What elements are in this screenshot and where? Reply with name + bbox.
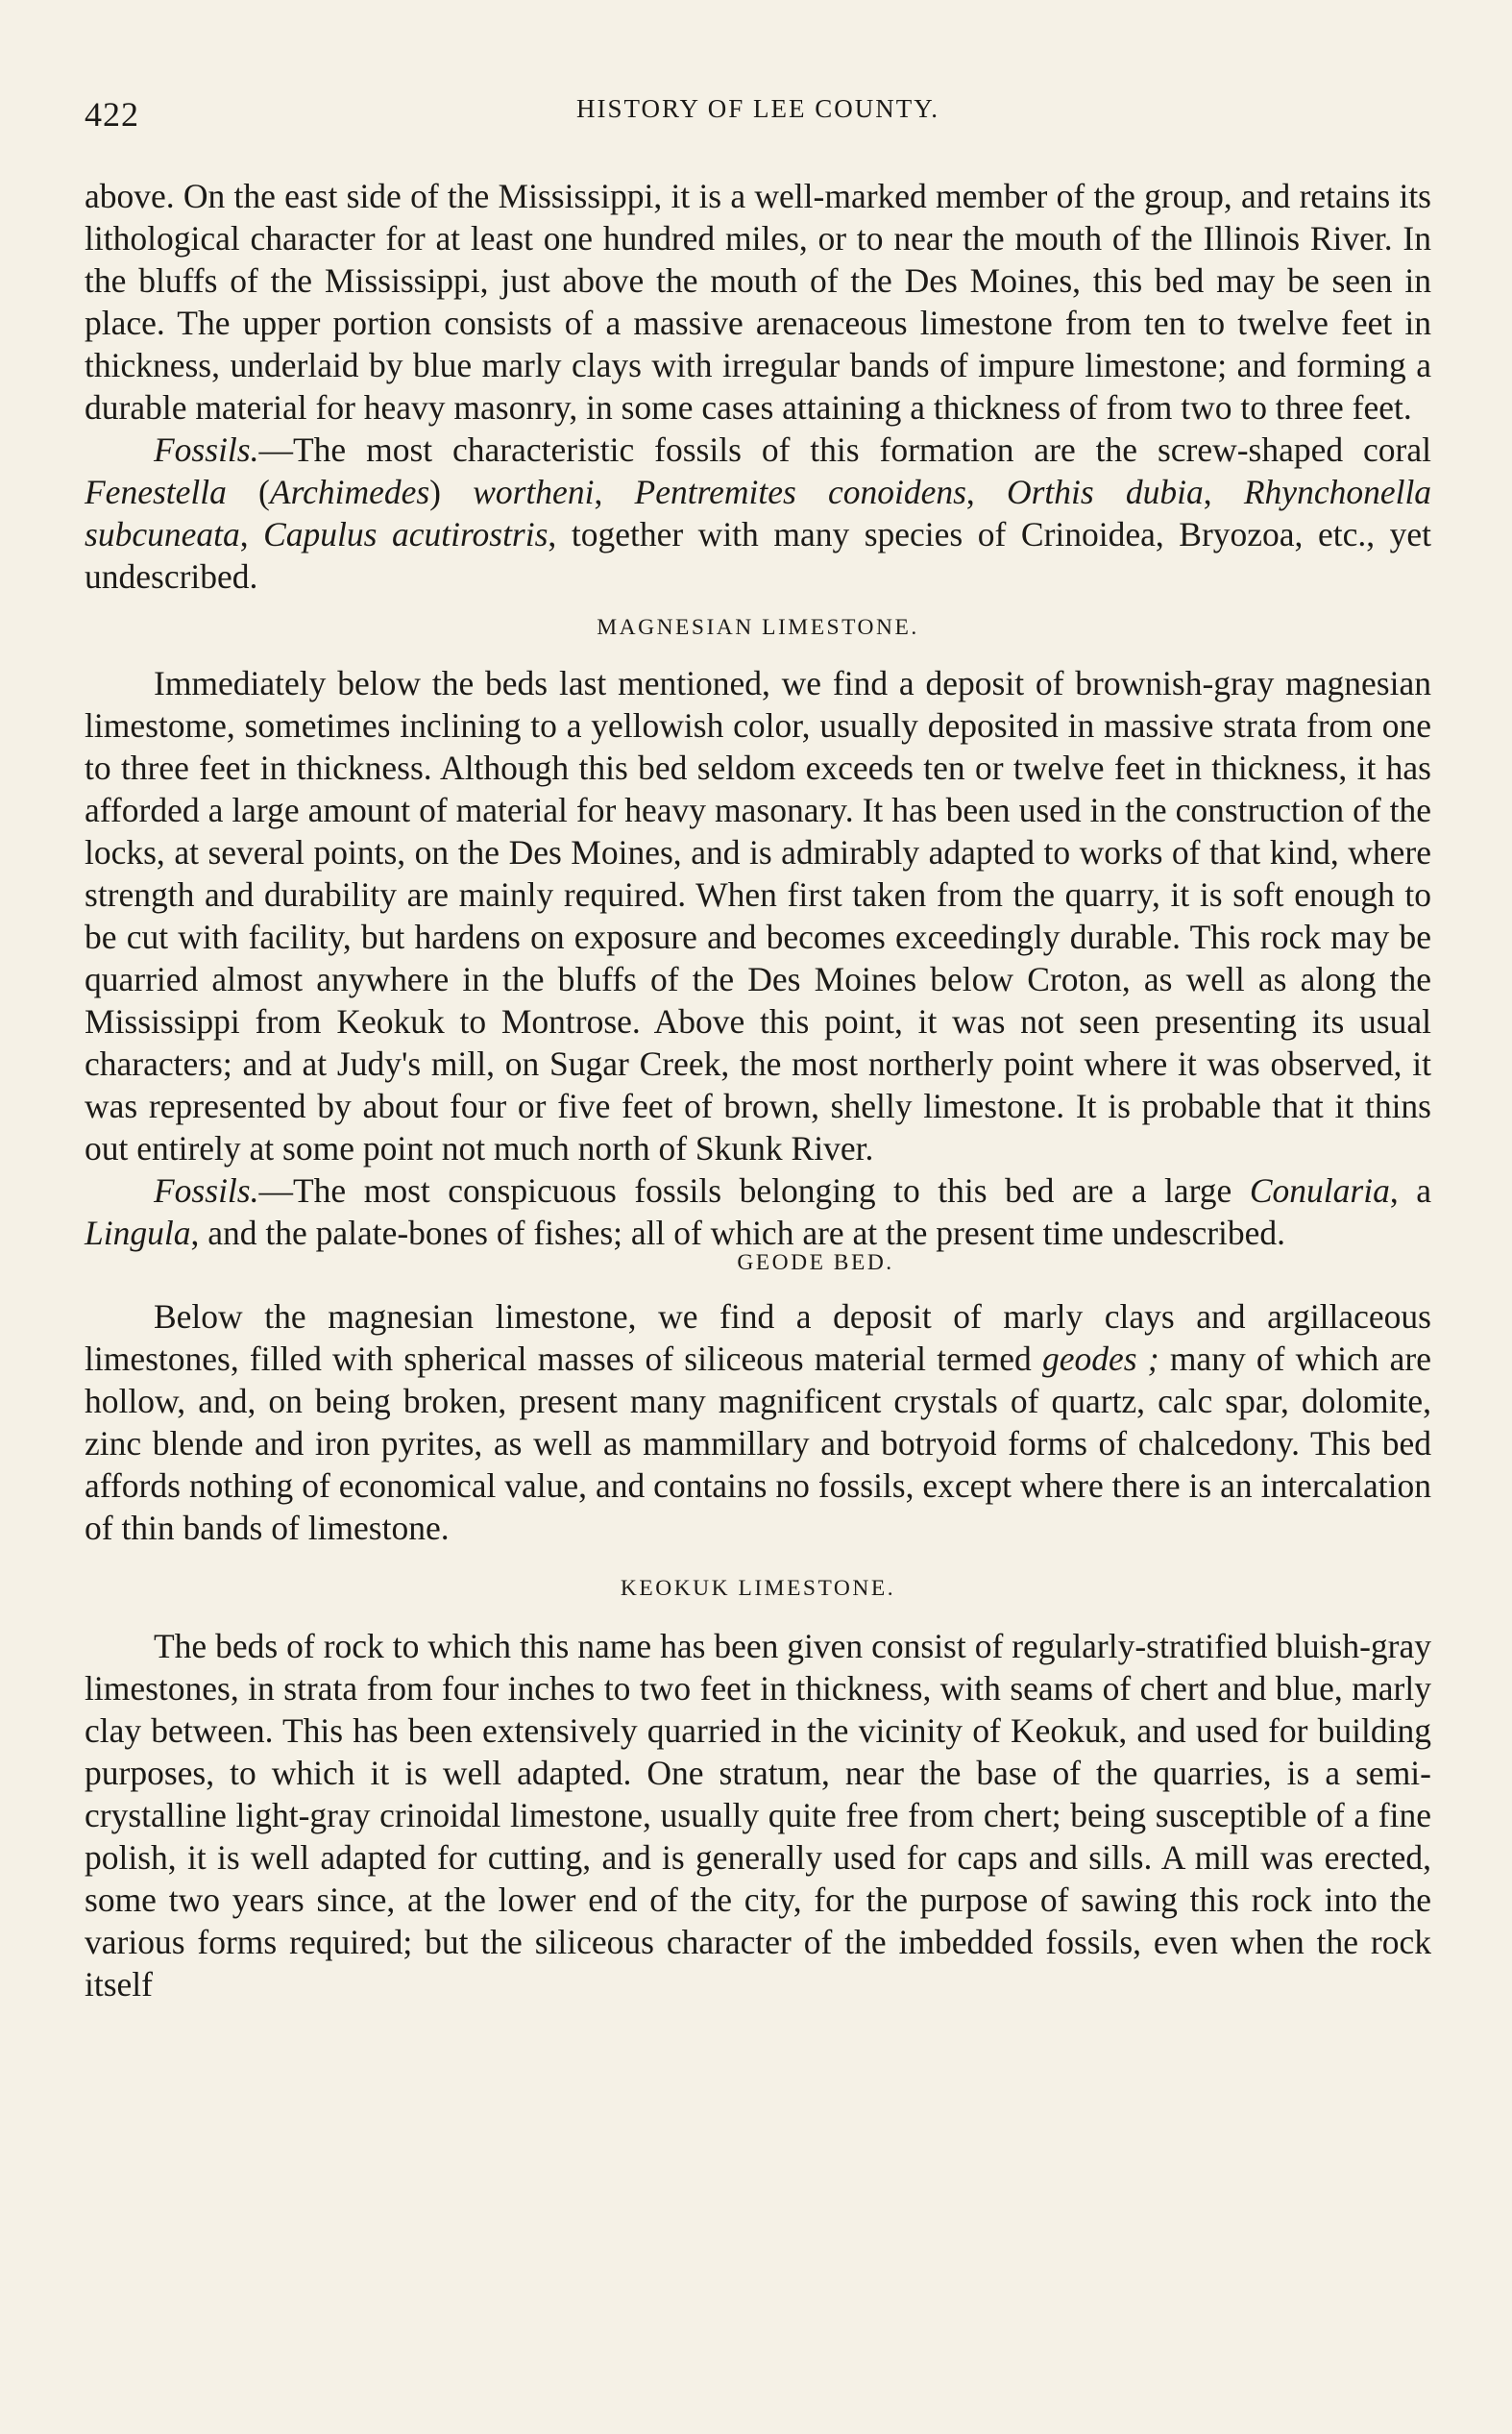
fossils-lead: Fossils.: [154, 430, 259, 469]
running-title: HISTORY OF LEE COUNTY.: [575, 94, 940, 123]
paragraph-keokuk-limestone: The beds of rock to which this name has been given consist of regularly-stratified bluish-gray limestones, in strata from four inches to two feet in thickness, with seams of chert and blue, marly clay between. This has been extensively quarried in the vicinity of Keokuk, and used for building purposes, to which it is well adapted. One stratum, near the base of the quarries, is a semi-crystalline light-gray crinoidal limestone, usually quite free from chert; being susceptible of a fine polish, it is well adapted for cutting, and is generally used for caps and sills. A mill was erected, some two years since, at the lower end of the city, for the purpose of sawing this rock into the various forms required; but the siliceous character of the imbedded fossils, even when the rock itself: [85, 1627, 1431, 2004]
paragraph-continuation: above. On the east side of the Mississippi, it is a well-marked member of the group, and retains its lithological character for at least one hundred miles, or to near the mouth of the Illinois River. In the bluffs of the Mississippi, just above the mouth of the Des Moines, this bed may be seen in place. The upper portion consists of a massive arenaceous limestone from ten to twelve feet in thickness, underlaid by blue marly clays with irregular bands of impure limestone; and forming a durable material for heavy masonry, in some cases attaining a thickness of from two to three feet.: [85, 177, 1431, 427]
page-number: 422: [85, 95, 139, 134]
section-heading-magnesian-limestone: MAGNESIAN LIMESTONE.: [597, 615, 919, 640]
fossils-lead: Fossils.: [154, 1171, 259, 1210]
paragraph-fossils-2: Fossils.—The most conspicuous fossils belonging to this bed are a large Conularia, a Lingula, and the palate-bones of fishes; all of which are at the present time undescribed.: [85, 1171, 1431, 1252]
section-heading-keokuk-limestone: KEOKUK LIMESTONE.: [620, 1576, 896, 1601]
paragraph-geode-bed: Below the magnesian limestone, we find a deposit of marly clays and argillaceous limestones, filled with spherical masses of siliceous material termed geodes ; many of which are hollow, and, on being broken, present many magnificent crystals of quartz, calc spar, dolomite, zinc blende and iron pyrites, as well as mammillary and botryoid forms of chalcedony. This bed affords nothing of economical value, and contains no fossils, except where there is an intercalation of thin bands of limestone.: [85, 1297, 1431, 1547]
section-heading-geode-bed: GEODE BED.: [737, 1250, 894, 1275]
paragraph-magnesian-limestone: Immediately below the beds last mentioned, we find a deposit of brownish-gray magnesian limestome, sometimes inclining to a yellowish color, usually deposited in massive strata from one to three feet in thickness. Although this bed seldom exceeds ten or twelve feet in thickness, it has afforded a large amount of material for heavy masonary. It has been used in the construction of the locks, at several points, on the Des Moines, and is admirably adapted to works of that kind, where strength and durability are mainly required. When first taken from the quarry, it is soft enough to be cut with facility, but hardens on exposure and becomes exceedingly durable. This rock may be quarried almost anywhere in the bluffs of the Des Moines below Croton, as well as along the Mississippi from Keokuk to Montrose. Above this point, it was not seen presenting its usual characters; and at Judy's mill, on Sugar Creek, the most northerly point where it was observed, it was represented by about four or five feet of brown, shelly limestone. It is probable that it thins out entirely at some point not much north of Skunk River.: [85, 664, 1431, 1168]
paragraph-fossils-1: Fossils.—The most characteristic fossils of this formation are the screw-shaped coral Fenestella (Archimedes) wortheni, Pentremites conoidens, Orthis dubia, Rhynchonella subcuneata, Capulus acutirostris, together with many species of Crinoidea, Bryozoa, etc., yet undescribed.: [85, 430, 1432, 596]
page-header: [85, 94, 1431, 142]
